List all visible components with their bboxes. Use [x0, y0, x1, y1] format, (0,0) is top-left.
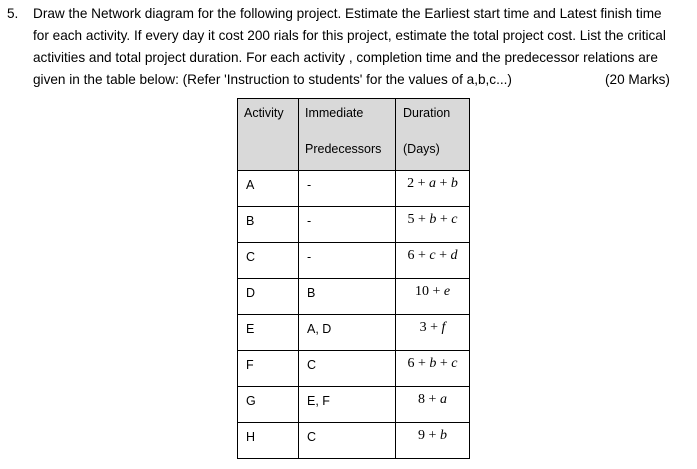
- header-duration-line1: Duration: [403, 106, 451, 120]
- cell-activity: E: [238, 315, 299, 351]
- header-predecessors-line2: Predecessors: [305, 142, 382, 156]
- cell-activity: H: [238, 423, 299, 459]
- table-row: [238, 279, 470, 315]
- cell-duration: 6 + c + d: [396, 243, 470, 279]
- table-row: [238, 315, 470, 351]
- header-activity: Activity: [238, 99, 299, 171]
- question-marks: (20 Marks): [605, 72, 670, 87]
- question-line-4: given in the table below: (Refer 'Instruction to students' for the values of a,b,c...): [33, 72, 512, 87]
- table-row: [238, 171, 470, 207]
- cell-activity: G: [238, 387, 299, 423]
- cell-activity: B: [238, 207, 299, 243]
- cell-predecessors: C: [299, 351, 396, 387]
- cell-duration: 2 + a + b: [396, 171, 470, 207]
- cell-activity: F: [238, 351, 299, 387]
- table-row: [238, 423, 470, 459]
- cell-duration: 5 + b + c: [396, 207, 470, 243]
- cell-predecessors: A, D: [299, 315, 396, 351]
- table-row: [238, 207, 470, 243]
- cell-predecessors: E, F: [299, 387, 396, 423]
- table-row: [238, 351, 470, 387]
- cell-activity: D: [238, 279, 299, 315]
- cell-predecessors: C: [299, 423, 396, 459]
- header-duration-line2: (Days): [403, 142, 440, 156]
- activity-table: [237, 98, 470, 459]
- cell-duration: 3 + f: [396, 315, 470, 351]
- cell-predecessors: -: [299, 171, 396, 207]
- question-line-2: for each activity. If every day it cost 200 rials for this project, estimate the total project cost. List the critical: [33, 28, 666, 43]
- cell-predecessors: B: [299, 279, 396, 315]
- table-header-row: [238, 99, 470, 171]
- question-line-1: Draw the Network diagram for the following project. Estimate the Earliest start time and Latest finish time: [33, 6, 662, 21]
- header-predecessors: [299, 99, 396, 171]
- table-row: [238, 243, 470, 279]
- table-row: [238, 387, 470, 423]
- question-line-3: activities and total project duration. For each activity , completion time and the predecessor relations are: [33, 50, 658, 65]
- cell-duration: 6 + b + c: [396, 351, 470, 387]
- cell-activity: C: [238, 243, 299, 279]
- cell-duration: 8 + a: [396, 387, 470, 423]
- cell-duration: 10 + e: [396, 279, 470, 315]
- cell-activity: A: [238, 171, 299, 207]
- header-predecessors-line1: Immediate: [305, 106, 364, 120]
- question-number: 5.: [7, 6, 19, 21]
- cell-predecessors: -: [299, 207, 396, 243]
- header-duration: [396, 99, 470, 171]
- cell-duration: 9 + b: [396, 423, 470, 459]
- cell-predecessors: -: [299, 243, 396, 279]
